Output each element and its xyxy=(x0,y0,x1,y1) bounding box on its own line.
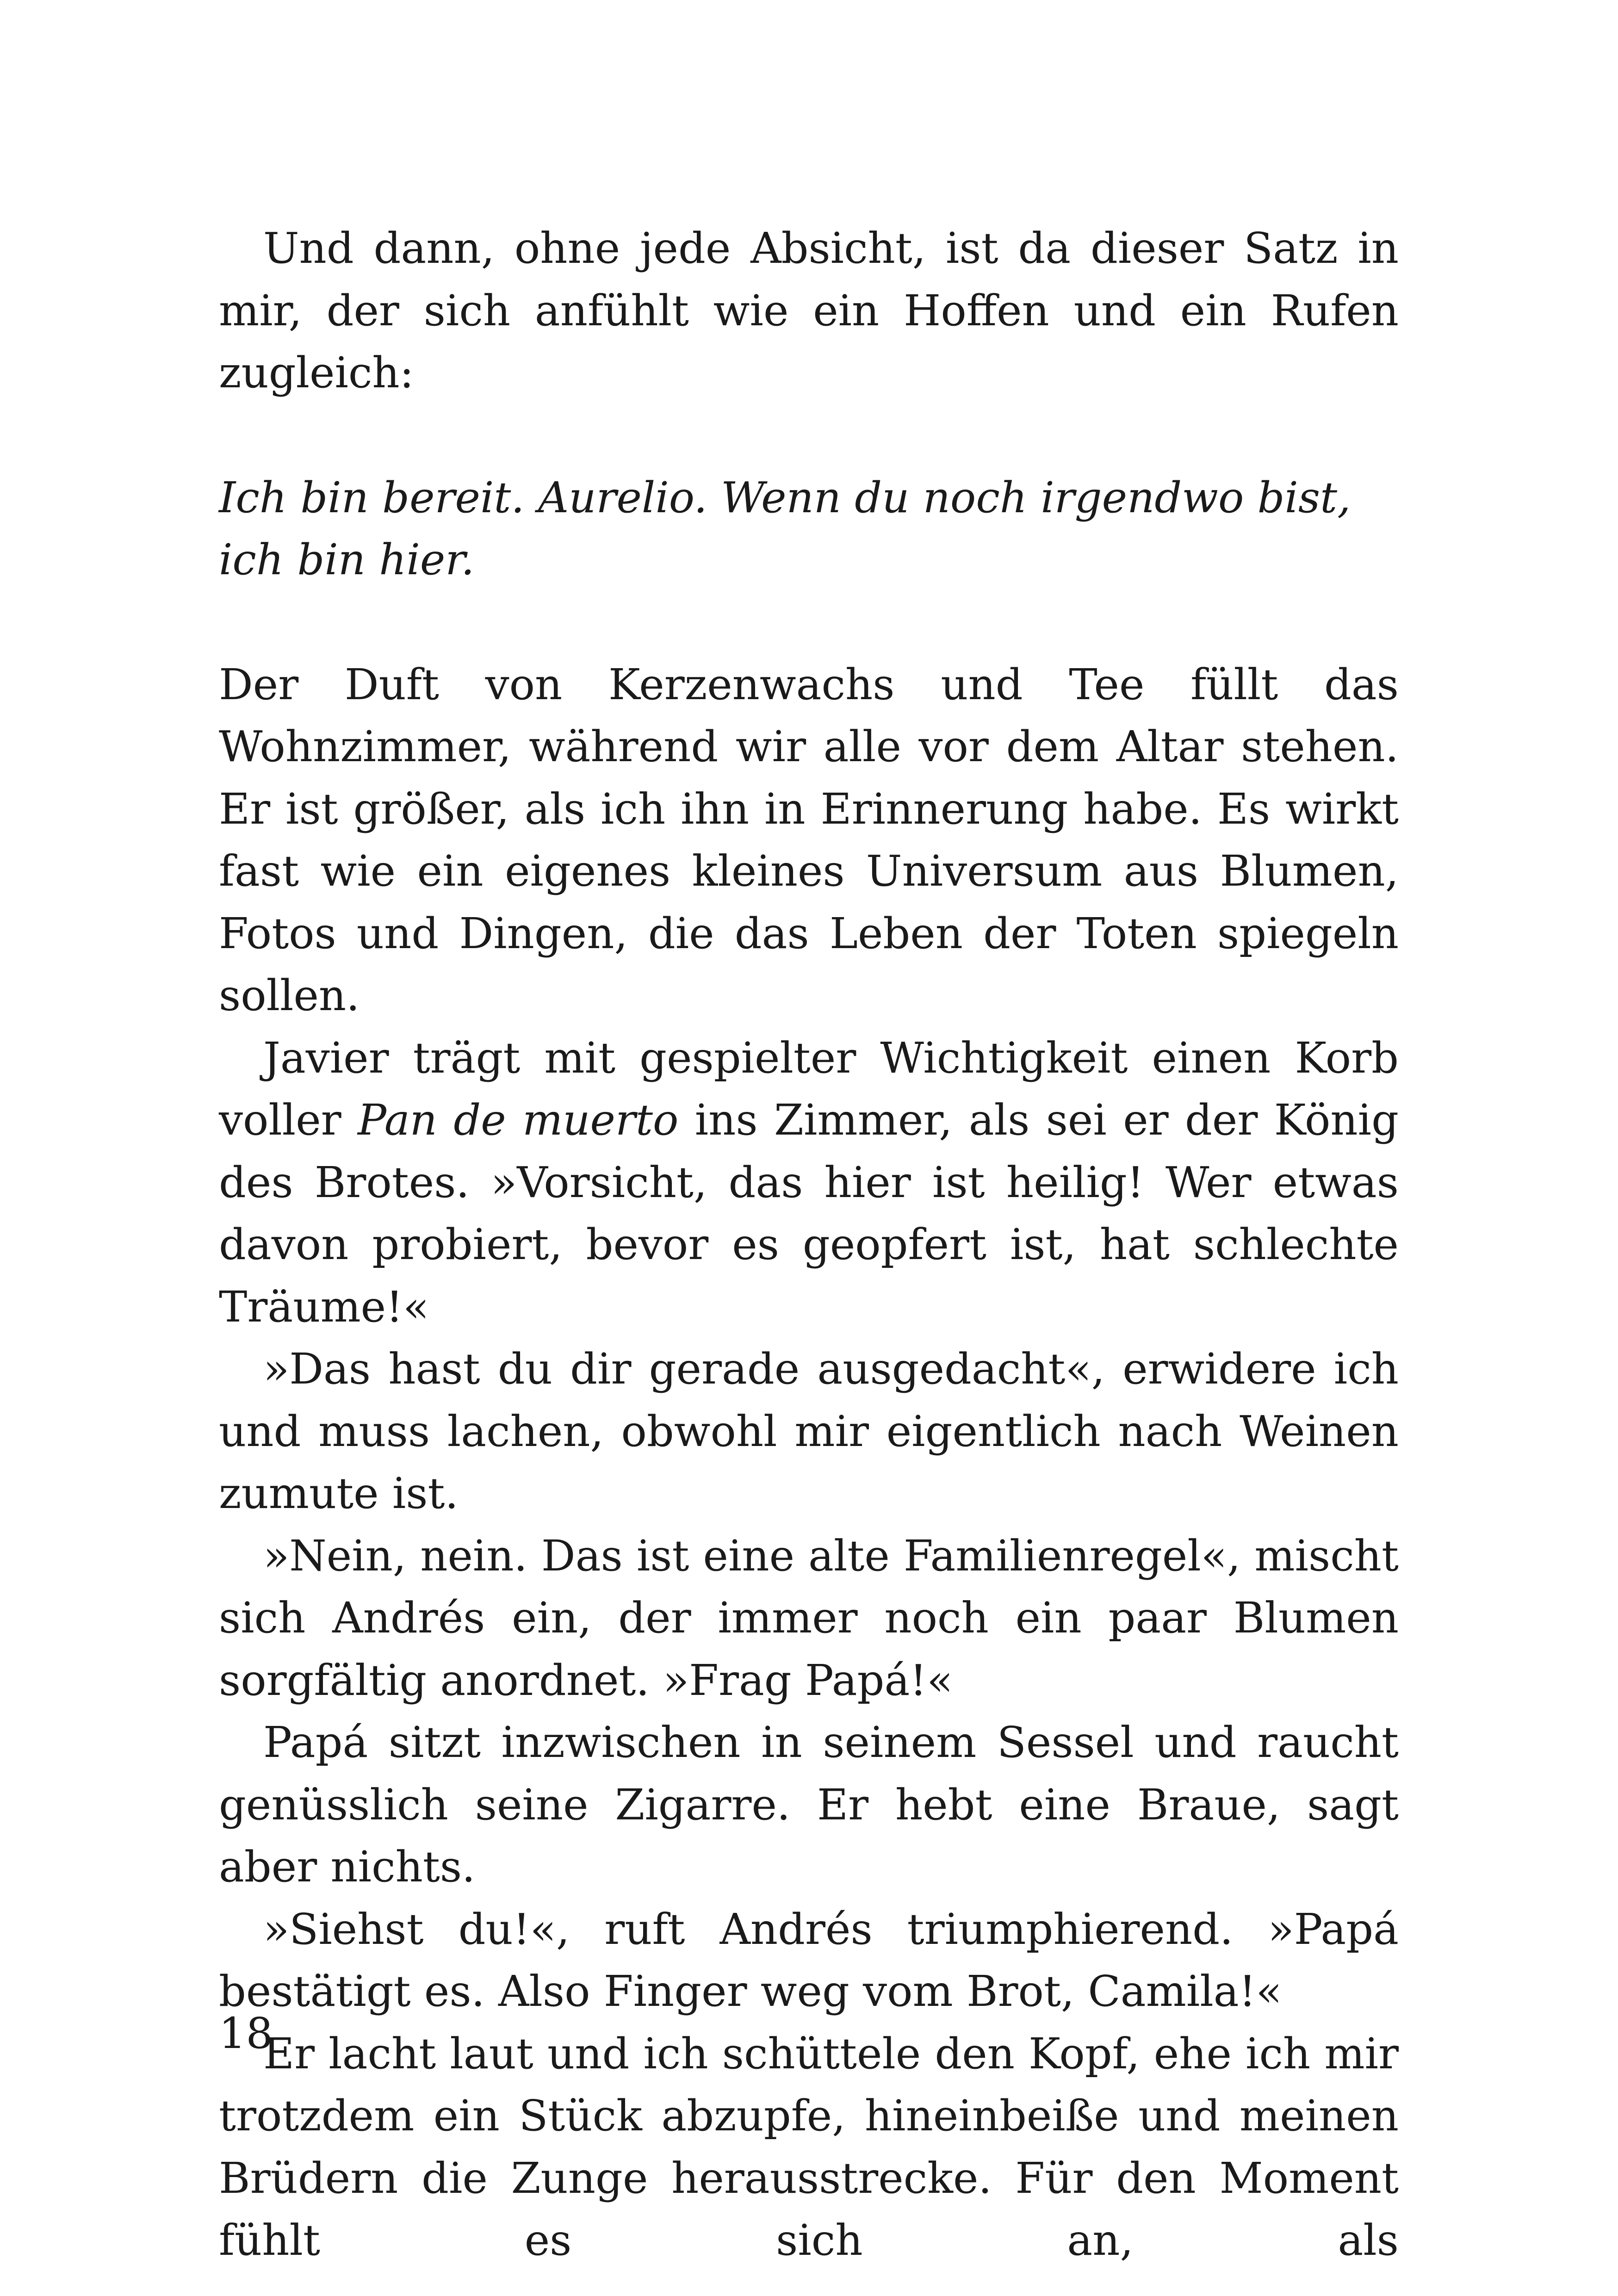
paragraph-2: Der Duft von Kerzenwachs und Tee füllt das Wohnzimmer, während wir alle vor dem Altar stehen. Er ist größer, als ich ihn in Erinnerung habe. Es wirkt fast wie ein eigenes kleines Universum aus Blumen, Fotos und Dingen, die das Leben der Toten spiegeln sollen. xyxy=(219,659,1399,1020)
book-page-body xyxy=(219,217,1399,2272)
paragraph-7: »Siehst du!«, ruft Andrés triumphierend. »Papá bestätigt es. Also Finger weg vom Brot, Camila!« xyxy=(219,1904,1399,2016)
paragraph-3-italic: Pan de muerto xyxy=(358,1095,679,1145)
paragraph-1: Und dann, ohne jede Absicht, ist da dieser Satz in mir, der sich anfühlt wie ein Hoffen und ein Rufen zugleich: xyxy=(219,223,1399,397)
paragraph-3-part-a: Javier trägt mit gespielter Wichtigkeit einen Korb voller xyxy=(219,1033,1399,1145)
paragraph-3 xyxy=(219,1027,1399,1339)
paragraph-8: Er lacht laut und ich schüttele den Kopf, ehe ich mir trotzdem ein Stück abzupfe, hineinbeiße und meinen Brüdern die Zunge herausstrecke. Für den Moment fühlt es sich an, als xyxy=(219,2029,1399,2265)
italic-thought: Ich bin bereit. Aurelio. Wenn du noch irgendwo bist, ich bin hier. xyxy=(219,472,1351,584)
paragraph-3-part-b: ins Zimmer, als sei er der König des Brotes. »Vorsicht, das hier ist heilig! Wer etwas davon probiert, bevor es geopfert ist, hat schlechte Träume!« xyxy=(219,1095,1399,1332)
paragraph-4: »Das hast du dir gerade ausgedacht«, erwidere ich und muss lachen, obwohl mir eigentlich nach Weinen zumute ist. xyxy=(219,1344,1399,1518)
page-number: 18 xyxy=(219,2009,273,2058)
paragraph-6: Papá sitzt inzwischen in seinem Sessel und raucht genüsslich seine Zigarre. Er hebt eine Braue, sagt aber nichts. xyxy=(219,1718,1399,1892)
paragraph-5: »Nein, nein. Das ist eine alte Familienregel«, mischt sich Andrés ein, der immer noch ein paar Blumen sorgfältig anordnet. »Frag Papá!« xyxy=(219,1531,1399,1705)
